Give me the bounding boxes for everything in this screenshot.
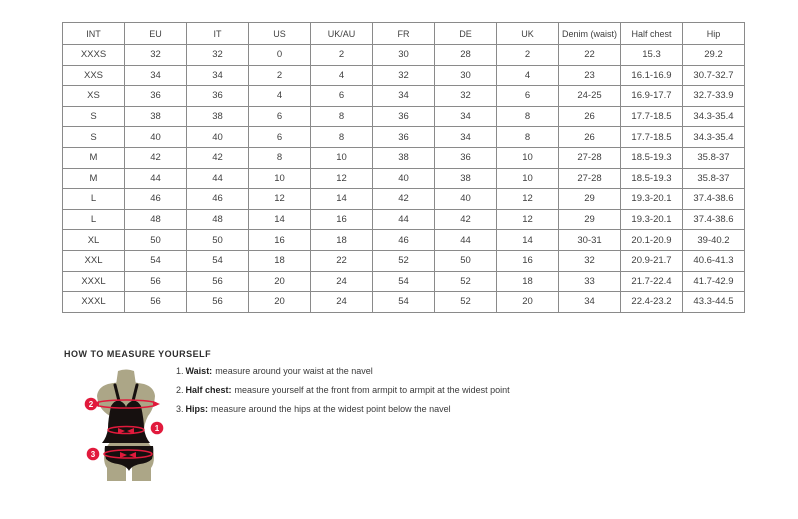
- table-cell: 35.8-37: [683, 168, 745, 189]
- table-cell: 54: [187, 250, 249, 271]
- table-cell: 28: [435, 45, 497, 66]
- table-cell: 48: [187, 209, 249, 230]
- table-cell: 42: [187, 147, 249, 168]
- column-header: EU: [125, 23, 187, 45]
- table-cell: 29: [559, 209, 621, 230]
- column-header: Half chest: [621, 23, 683, 45]
- table-cell: XS: [63, 86, 125, 107]
- table-cell: 16: [497, 250, 559, 271]
- table-cell: 50: [125, 230, 187, 251]
- table-cell: 52: [373, 250, 435, 271]
- table-cell: 40: [187, 127, 249, 148]
- column-header: IT: [187, 23, 249, 45]
- table-cell: 48: [125, 209, 187, 230]
- column-header: FR: [373, 23, 435, 45]
- table-cell: 32: [373, 65, 435, 86]
- table-cell: 10: [249, 168, 311, 189]
- table-cell: 14: [311, 189, 373, 210]
- table-cell: 54: [373, 271, 435, 292]
- table-cell: 16: [311, 209, 373, 230]
- table-cell: 14: [497, 230, 559, 251]
- table-cell: 38: [187, 106, 249, 127]
- table-cell: 6: [311, 86, 373, 107]
- table-cell: 16.1-16.9: [621, 65, 683, 86]
- table-cell: 20.9-21.7: [621, 250, 683, 271]
- table-cell: 40: [373, 168, 435, 189]
- table-cell: 42: [125, 147, 187, 168]
- column-header: US: [249, 23, 311, 45]
- table-cell: 18.5-19.3: [621, 168, 683, 189]
- table-cell: 24: [311, 271, 373, 292]
- table-cell: 8: [249, 147, 311, 168]
- size-table-head-row: [63, 23, 745, 45]
- table-row: [63, 292, 745, 313]
- table-cell: 40.6-41.3: [683, 250, 745, 271]
- table-cell: XL: [63, 230, 125, 251]
- table-cell: 56: [187, 292, 249, 313]
- table-cell: 42: [435, 209, 497, 230]
- table-cell: 38: [435, 168, 497, 189]
- table-cell: 2: [497, 45, 559, 66]
- table-row: [63, 45, 745, 66]
- table-cell: 39-40.2: [683, 230, 745, 251]
- table-cell: 15.3: [621, 45, 683, 66]
- table-cell: 27-28: [559, 168, 621, 189]
- table-cell: 34: [435, 106, 497, 127]
- table-cell: 36: [373, 106, 435, 127]
- measure-step-half-chest: [176, 385, 510, 396]
- table-cell: 8: [311, 127, 373, 148]
- step-text: measure around the hips at the widest point below the navel: [211, 404, 451, 414]
- table-cell: 36: [187, 86, 249, 107]
- badge-1-number: 1: [154, 424, 160, 433]
- table-cell: 50: [435, 250, 497, 271]
- table-cell: 18: [311, 230, 373, 251]
- table-cell: 37.4-38.6: [683, 189, 745, 210]
- table-row: [63, 271, 745, 292]
- table-cell: 2: [249, 65, 311, 86]
- table-cell: XXL: [63, 250, 125, 271]
- table-cell: 12: [497, 209, 559, 230]
- table-cell: 17.7-18.5: [621, 127, 683, 148]
- table-cell: 34: [373, 86, 435, 107]
- table-cell: 56: [125, 271, 187, 292]
- table-cell: 24: [311, 292, 373, 313]
- table-cell: 19.3-20.1: [621, 189, 683, 210]
- table-cell: 26: [559, 106, 621, 127]
- table-row: [63, 127, 745, 148]
- table-cell: 33: [559, 271, 621, 292]
- table-cell: 36: [435, 147, 497, 168]
- table-cell: 46: [187, 189, 249, 210]
- column-header: UK/AU: [311, 23, 373, 45]
- table-cell: 22.4-23.2: [621, 292, 683, 313]
- table-cell: 27-28: [559, 147, 621, 168]
- table-cell: 36: [373, 127, 435, 148]
- table-cell: XXXS: [63, 45, 125, 66]
- table-cell: 18: [497, 271, 559, 292]
- table-cell: 22: [311, 250, 373, 271]
- table-cell: L: [63, 189, 125, 210]
- table-cell: 46: [125, 189, 187, 210]
- table-cell: 14: [249, 209, 311, 230]
- table-cell: XXXL: [63, 292, 125, 313]
- mannequin-figure-icon: [82, 368, 170, 484]
- step-label: Half chest:: [185, 385, 232, 395]
- table-cell: 10: [497, 147, 559, 168]
- table-cell: 44: [187, 168, 249, 189]
- measure-step-hips: [176, 404, 510, 415]
- badge-2-number: 2: [88, 400, 94, 409]
- table-cell: 34: [187, 65, 249, 86]
- table-cell: 36: [125, 86, 187, 107]
- table-cell: 44: [373, 209, 435, 230]
- table-cell: 16: [249, 230, 311, 251]
- step-number: 3.: [176, 404, 184, 414]
- table-row: [63, 209, 745, 230]
- table-cell: 23: [559, 65, 621, 86]
- size-table-body: [63, 45, 745, 313]
- table-cell: XXS: [63, 65, 125, 86]
- step-number: 1.: [176, 366, 184, 376]
- table-row: [63, 106, 745, 127]
- table-cell: 40: [125, 127, 187, 148]
- column-header: INT: [63, 23, 125, 45]
- table-cell: 29.2: [683, 45, 745, 66]
- table-cell: 12: [311, 168, 373, 189]
- table-row: [63, 65, 745, 86]
- table-cell: 44: [125, 168, 187, 189]
- table-cell: 18: [249, 250, 311, 271]
- table-cell: 29: [559, 189, 621, 210]
- table-cell: 21.7-22.4: [621, 271, 683, 292]
- table-cell: 17.7-18.5: [621, 106, 683, 127]
- table-cell: 32: [187, 45, 249, 66]
- table-cell: 54: [125, 250, 187, 271]
- table-cell: 4: [249, 86, 311, 107]
- step-number: 2.: [176, 385, 184, 395]
- table-cell: 38: [373, 147, 435, 168]
- table-cell: 8: [497, 106, 559, 127]
- table-row: [63, 86, 745, 107]
- table-cell: 56: [187, 271, 249, 292]
- table-cell: M: [63, 168, 125, 189]
- table-cell: 20: [249, 292, 311, 313]
- table-cell: S: [63, 106, 125, 127]
- table-cell: 54: [373, 292, 435, 313]
- size-table-head: [63, 23, 745, 45]
- table-cell: 2: [311, 45, 373, 66]
- table-cell: 34: [559, 292, 621, 313]
- table-cell: 30-31: [559, 230, 621, 251]
- step-label: Waist:: [185, 366, 213, 376]
- table-cell: L: [63, 209, 125, 230]
- column-header: UK: [497, 23, 559, 45]
- table-cell: 30.7-32.7: [683, 65, 745, 86]
- table-cell: 34.3-35.4: [683, 106, 745, 127]
- table-cell: M: [63, 147, 125, 168]
- table-cell: 20: [249, 271, 311, 292]
- table-cell: 16.9-17.7: [621, 86, 683, 107]
- table-cell: 10: [311, 147, 373, 168]
- table-cell: 6: [497, 86, 559, 107]
- table-cell: 30: [373, 45, 435, 66]
- table-cell: 12: [249, 189, 311, 210]
- table-cell: 44: [435, 230, 497, 251]
- table-cell: 8: [311, 106, 373, 127]
- table-cell: 46: [373, 230, 435, 251]
- table-cell: 0: [249, 45, 311, 66]
- mannequin-illustration: [82, 368, 170, 484]
- table-cell: 42: [373, 189, 435, 210]
- table-cell: XXXL: [63, 271, 125, 292]
- table-cell: S: [63, 127, 125, 148]
- table-cell: 20: [497, 292, 559, 313]
- size-chart-table: [62, 22, 745, 313]
- table-cell: 26: [559, 127, 621, 148]
- table-cell: 40: [435, 189, 497, 210]
- table-row: [63, 230, 745, 251]
- table-cell: 52: [435, 271, 497, 292]
- table-cell: 34.3-35.4: [683, 127, 745, 148]
- step-text: measure yourself at the front from armpit to armpit at the widest point: [234, 385, 510, 395]
- column-header: DE: [435, 23, 497, 45]
- table-cell: 35.8-37: [683, 147, 745, 168]
- column-header: Hip: [683, 23, 745, 45]
- table-cell: 32: [435, 86, 497, 107]
- table-cell: 41.7-42.9: [683, 271, 745, 292]
- table-cell: 18.5-19.3: [621, 147, 683, 168]
- table-cell: 34: [435, 127, 497, 148]
- measure-step-waist: [176, 366, 510, 377]
- table-cell: 52: [435, 292, 497, 313]
- table-cell: 32.7-33.9: [683, 86, 745, 107]
- measure-steps-list: [176, 366, 510, 423]
- how-to-measure-heading: HOW TO MEASURE YOURSELF: [64, 349, 212, 359]
- table-cell: 12: [497, 189, 559, 210]
- table-cell: 30: [435, 65, 497, 86]
- table-cell: 22: [559, 45, 621, 66]
- table-cell: 20.1-20.9: [621, 230, 683, 251]
- step-text: measure around your waist at the navel: [215, 366, 373, 376]
- table-cell: 38: [125, 106, 187, 127]
- table-cell: 56: [125, 292, 187, 313]
- column-header: Denim (waist): [559, 23, 621, 45]
- step-label: Hips:: [185, 404, 209, 414]
- table-cell: 10: [497, 168, 559, 189]
- table-cell: 37.4-38.6: [683, 209, 745, 230]
- table-cell: 6: [249, 106, 311, 127]
- table-cell: 24-25: [559, 86, 621, 107]
- table-cell: 43.3-44.5: [683, 292, 745, 313]
- table-row: [63, 147, 745, 168]
- table-cell: 19.3-20.1: [621, 209, 683, 230]
- table-row: [63, 250, 745, 271]
- badge-3-number: 3: [90, 450, 96, 459]
- table-cell: 8: [497, 127, 559, 148]
- table-cell: 4: [311, 65, 373, 86]
- table-cell: 4: [497, 65, 559, 86]
- table-cell: 34: [125, 65, 187, 86]
- table-cell: 32: [125, 45, 187, 66]
- table-cell: 50: [187, 230, 249, 251]
- chest-arrow-right: [153, 401, 160, 407]
- table-row: [63, 168, 745, 189]
- table-row: [63, 189, 745, 210]
- table-cell: 32: [559, 250, 621, 271]
- table-cell: 6: [249, 127, 311, 148]
